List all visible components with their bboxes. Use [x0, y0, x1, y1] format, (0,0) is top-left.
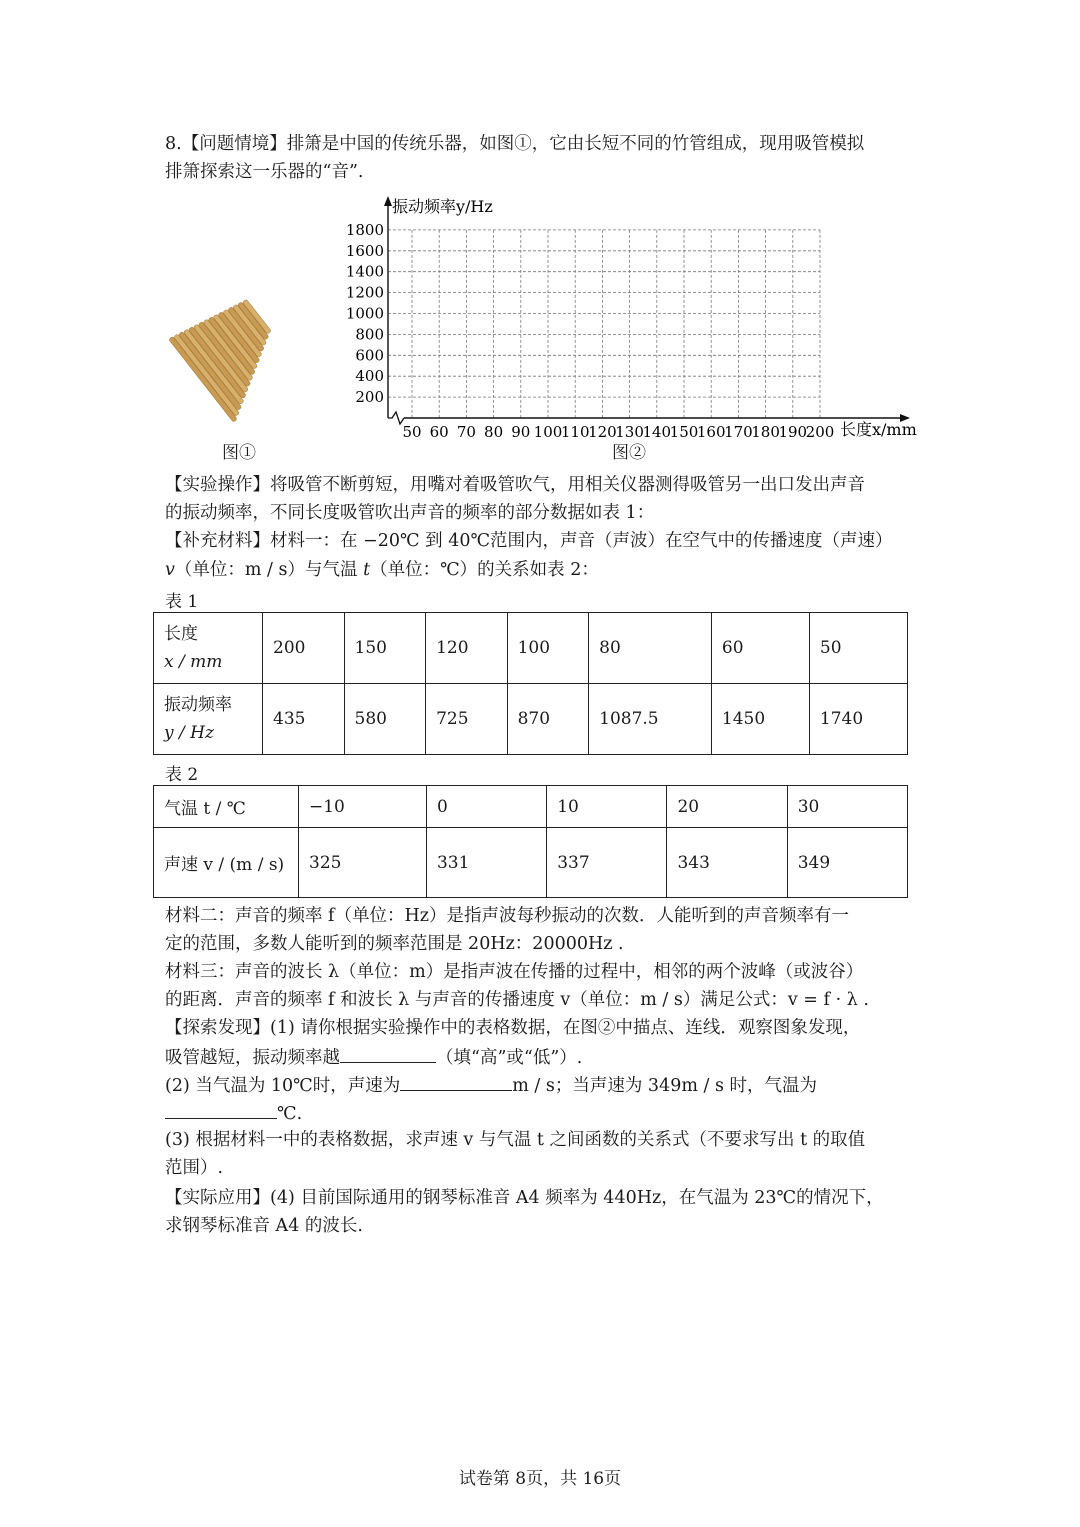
- table-cell: 200: [263, 613, 345, 684]
- table-cell: 60: [711, 613, 809, 684]
- experiment-line-2: 的振动频率，不同长度吸管吹出声音的频率的部分数据如表 1：: [165, 503, 655, 523]
- explore-line-4: ℃.: [165, 1098, 302, 1128]
- table1-caption: 表 1: [165, 592, 199, 612]
- table1-row-length: [154, 613, 908, 684]
- table-cell: 870: [507, 684, 589, 755]
- question-line-2: 排箫探索这一乐器的“音”.: [165, 162, 364, 182]
- chart-ticks: [346, 221, 835, 441]
- y-tick-label: 1200: [345, 283, 384, 302]
- y-tick-label: 800: [355, 325, 384, 344]
- material3-line-2: 的距离．声音的频率 f 和波长 λ 与声音的传播速度 v（单位：m / s）满足公式：v = f · λ .: [165, 990, 869, 1010]
- y-axis-label: 振动频率y/Hz: [392, 197, 493, 216]
- table2-caption: 表 2: [165, 765, 199, 785]
- material2-line-2: 定的范围，多数人能听到的频率范围是 20Hz：20000Hz .: [165, 934, 624, 954]
- table-cell: 120: [426, 613, 508, 684]
- explore-line-5: (3) 根据材料一中的表格数据，求声速 v 与气温 t 之间函数的关系式（不要求写出 t 的取值: [165, 1130, 866, 1150]
- frequency-length-chart: [345, 192, 930, 442]
- table1-row-frequency: [154, 684, 908, 755]
- y-tick-label: 1000: [345, 304, 384, 323]
- chart-axes: [384, 196, 910, 424]
- v-symbol: v: [165, 560, 175, 580]
- table-cell: 1087.5: [589, 684, 712, 755]
- table-cell: 1450: [711, 684, 809, 755]
- table-cell: 80: [589, 613, 712, 684]
- fig1-caption: 图①: [222, 443, 256, 463]
- x-tick-label: 130: [615, 423, 644, 441]
- table-cell: 325: [299, 828, 427, 898]
- answer-blank-2[interactable]: [400, 1070, 512, 1091]
- material1-line-1: 【补充材料】材料一：在 −20℃ 到 40℃范围内，声音（声波）在空气中的传播速度（声速）: [165, 531, 893, 551]
- table-cell: −10: [299, 786, 427, 828]
- table-cell: 343: [667, 828, 787, 898]
- table-cell: 331: [426, 828, 546, 898]
- table-cell: 30: [787, 786, 907, 828]
- table-cell: 1740: [809, 684, 907, 755]
- answer-blank-1[interactable]: [340, 1042, 436, 1063]
- t-symbol: t: [363, 560, 371, 580]
- experiment-line-1: 【实验操作】将吸管不断剪短，用嘴对着吸管吹气，用相关仪器测得吸管另一出口发出声音: [165, 475, 865, 495]
- x-tick-label: 140: [642, 423, 672, 441]
- table-cell: 20: [667, 786, 787, 828]
- fig2-caption: 图②: [612, 443, 646, 463]
- table2-row1-header: 气温 t / ℃: [154, 786, 299, 828]
- x-axis-label: 长度x/mm: [840, 420, 917, 439]
- table1-row1-header: 长度 x / mm: [154, 613, 263, 684]
- explore-line-6: 范围）.: [165, 1158, 224, 1178]
- x-tick-label: 110: [560, 423, 590, 441]
- table-cell: 150: [344, 613, 426, 684]
- page-footer: 试卷第 8页，共 16页: [458, 1469, 622, 1489]
- y-tick-label: 1800: [345, 220, 384, 239]
- application-line-1: 【实际应用】(4) 目前国际通用的钢琴标准音 A4 频率为 440Hz，在气温为 23℃的情况下，: [165, 1188, 884, 1208]
- table2-row-speed: [154, 828, 908, 898]
- y-tick-label: 400: [355, 367, 384, 386]
- x-tick-label: 50: [402, 423, 422, 441]
- table-cell: 725: [426, 684, 508, 755]
- x-tick-label: 70: [456, 423, 476, 441]
- x-tick-label: 170: [724, 423, 753, 441]
- question-line-1: 8.【问题情境】排箫是中国的传统乐器，如图①，它由长短不同的竹管组成，现用吸管模拟: [165, 134, 865, 154]
- explore-line-3: (2) 当气温为 10℃时，声速为 m / s；当声速为 349m / s 时，气温为: [165, 1070, 817, 1100]
- explore-line-2: 吸管越短，振动频率越 （填“高”或“低”）.: [165, 1042, 582, 1072]
- x-tick-label: 100: [533, 423, 563, 441]
- x-tick-label: 90: [511, 423, 531, 441]
- x-tick-label: 120: [588, 423, 617, 441]
- table-cell: 10: [547, 786, 667, 828]
- x-tick-label: 80: [484, 423, 504, 441]
- table2-row2-header: 声速 v / (m / s): [154, 828, 299, 898]
- table-1: [153, 612, 908, 755]
- x-tick-label: 60: [429, 423, 449, 441]
- x-tick-label: 150: [669, 423, 699, 441]
- y-tick-label: 1600: [345, 241, 384, 260]
- x-tick-label: 180: [751, 423, 780, 441]
- table-2: [153, 785, 908, 898]
- table-cell: 349: [787, 828, 907, 898]
- table-cell: 0: [426, 786, 546, 828]
- y-tick-label: 1400: [345, 262, 384, 281]
- panflute-image: [160, 262, 325, 372]
- table-cell: 337: [547, 828, 667, 898]
- explore-line-1: 【探索发现】(1) 请你根据实验操作中的表格数据，在图②中描点、连线．观察图象发现，: [165, 1018, 861, 1038]
- table1-row2-header: 振动频率 y / Hz: [154, 684, 263, 755]
- application-line-2: 求钢琴标准音 A4 的波长.: [165, 1216, 363, 1236]
- table-cell: 50: [809, 613, 907, 684]
- y-tick-label: 200: [355, 388, 384, 407]
- material2-line-1: 材料二：声音的频率 f（单位：Hz）是指声波每秒振动的次数．人能听到的声音频率有一: [165, 906, 850, 926]
- table-cell: 435: [263, 684, 345, 755]
- x-tick-label: 190: [778, 423, 808, 441]
- answer-blank-3[interactable]: [165, 1098, 277, 1119]
- material1-line-2: v（单位：m / s）与气温 t（单位：℃）的关系如表 2：: [165, 560, 599, 580]
- material3-line-1: 材料三：声音的波长 λ（单位：m）是指声波在传播的过程中，相邻的两个波峰（或波谷）: [165, 962, 864, 982]
- chart-grid: [388, 230, 820, 418]
- y-tick-label: 600: [355, 346, 384, 365]
- table2-row-temperature: [154, 786, 908, 828]
- x-tick-label: 160: [696, 423, 726, 441]
- y-axis-arrow: [384, 196, 392, 206]
- x-tick-label: 200: [805, 423, 835, 441]
- table-cell: 580: [344, 684, 426, 755]
- table-cell: 100: [507, 613, 589, 684]
